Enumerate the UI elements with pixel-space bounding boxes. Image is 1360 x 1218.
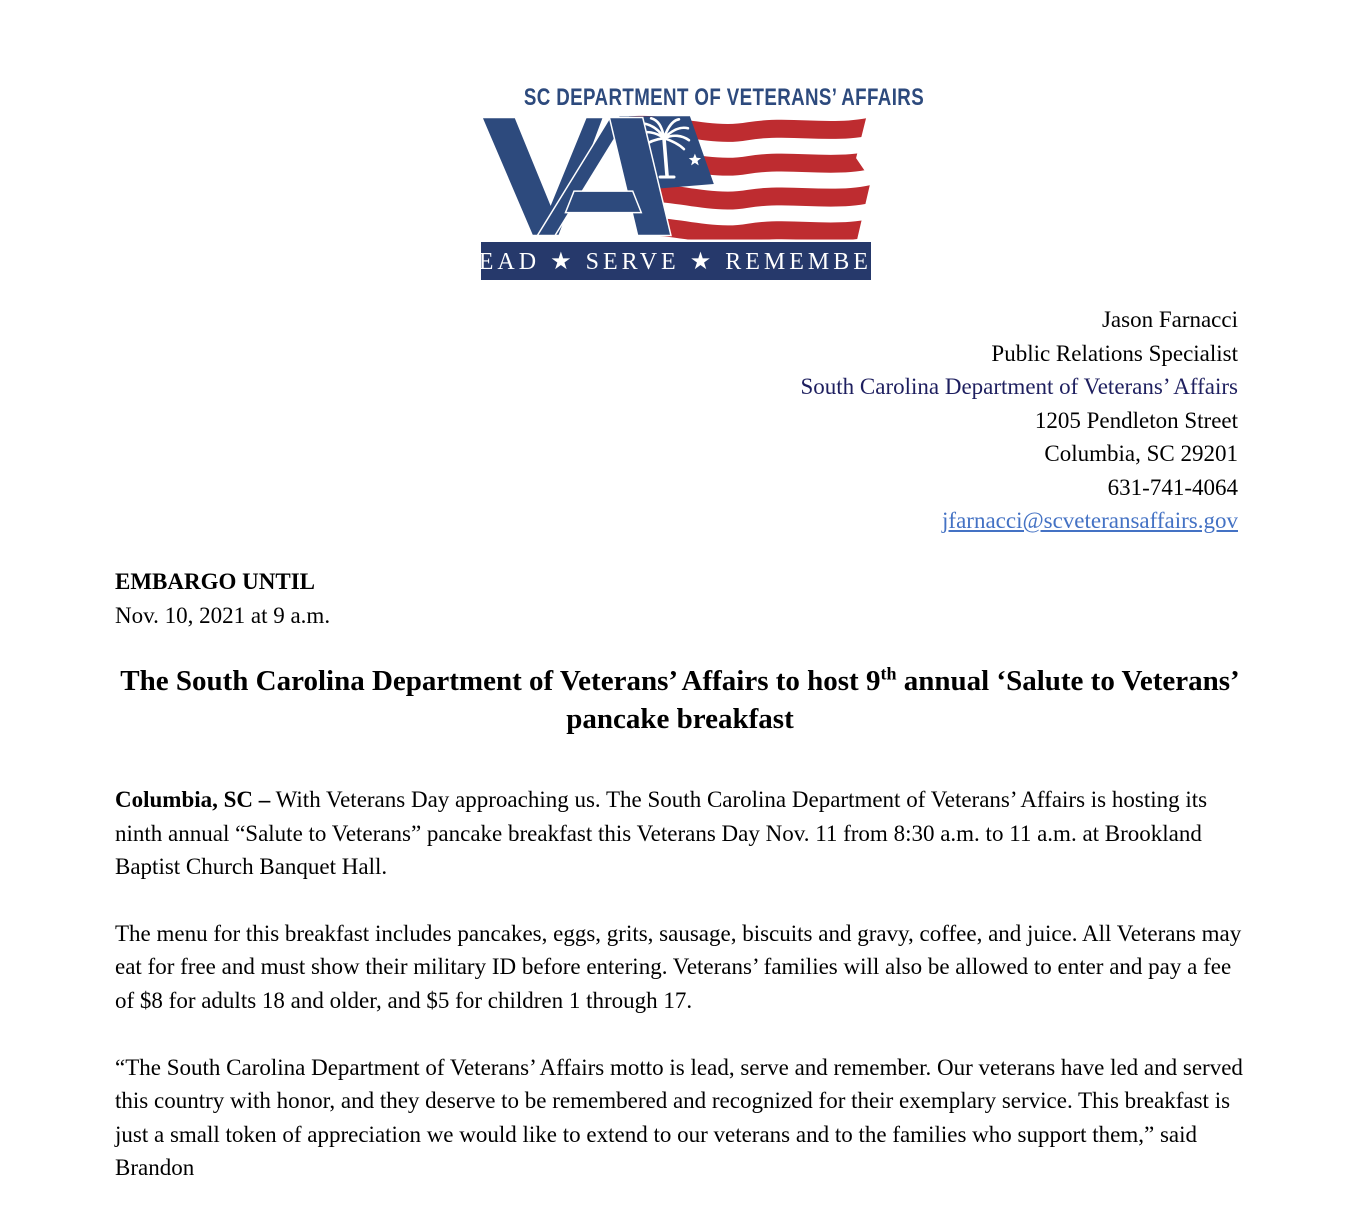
embargo-datetime: Nov. 10, 2021 at 9 a.m.: [115, 602, 331, 628]
embargo-notice: [115, 565, 330, 632]
va-flag-logo: [481, 114, 871, 240]
headline-text: The South Carolina Department of Veterans’ Affairs to host 9: [120, 665, 881, 697]
paragraph-dateline: [115, 783, 1249, 884]
contact-email-link[interactable]: jfarnacci@scveteransaffairs.gov: [942, 508, 1238, 533]
paragraph-menu: The menu for this breakfast includes pancakes, eggs, grits, sausage, biscuits and gravy, coffee, and juice. All Veterans may eat for free and must show their military ID before entering. Veterans’ families will also be allowed to enter and pay a fee of $8 for adults 18 and older, and $5 for children 1 through 17.: [115, 920, 1242, 1013]
dateline-bold: Columbia, SC –: [115, 787, 271, 812]
headline-superscript: th: [880, 663, 897, 684]
va-monogram: [483, 118, 670, 234]
contact-city-state-zip: Columbia, SC 29201: [1044, 441, 1238, 466]
contact-phone: 631-741-4064: [1107, 474, 1238, 500]
contact-job-title: Public Relations Specialist: [991, 340, 1238, 366]
paragraph-1-text: With Veterans Day approaching us. The South Carolina Department of Veterans’ Affairs is hosting its ninth annual “Salute to Veterans” pancake breakfast this Veterans Day Nov. 11 from 8:30 a.m. to 11 a.m. at Brookland Baptist Church Banquet Hall.: [115, 787, 1208, 880]
agency-logo: [460, 84, 925, 280]
contact-organization: South Carolina Department of Veterans’ Affairs: [800, 374, 1238, 399]
body-copy: [115, 783, 1249, 1218]
contact-name: Jason Farnacci: [1101, 307, 1238, 332]
logo-motto-banner: LEAD ★ SERVE ★ REMEMBER: [481, 242, 871, 280]
paragraph-quote: “The South Carolina Department of Veterans’ Affairs motto is lead, serve and remember. Our veterans have led and served this country with honor, and they deserve to be remembered and recognized for their exemplary service. This breakfast is just a small token of appreciation we would like to extend to our veterans and to the families who support them,” said Brandon: [115, 1054, 1243, 1181]
headline-text-cont: annual ‘Salute to Veterans’ pancake breakfast: [566, 665, 1240, 735]
embargo-label: EMBARGO UNTIL: [115, 569, 315, 594]
headline: [113, 662, 1247, 738]
contact-street: 1205 Pendleton Street: [1034, 407, 1238, 433]
contact-block: [800, 303, 1238, 538]
logo-header-text: SC DEPARTMENT OF VETERANS’ AFFAIRS: [523, 84, 925, 111]
